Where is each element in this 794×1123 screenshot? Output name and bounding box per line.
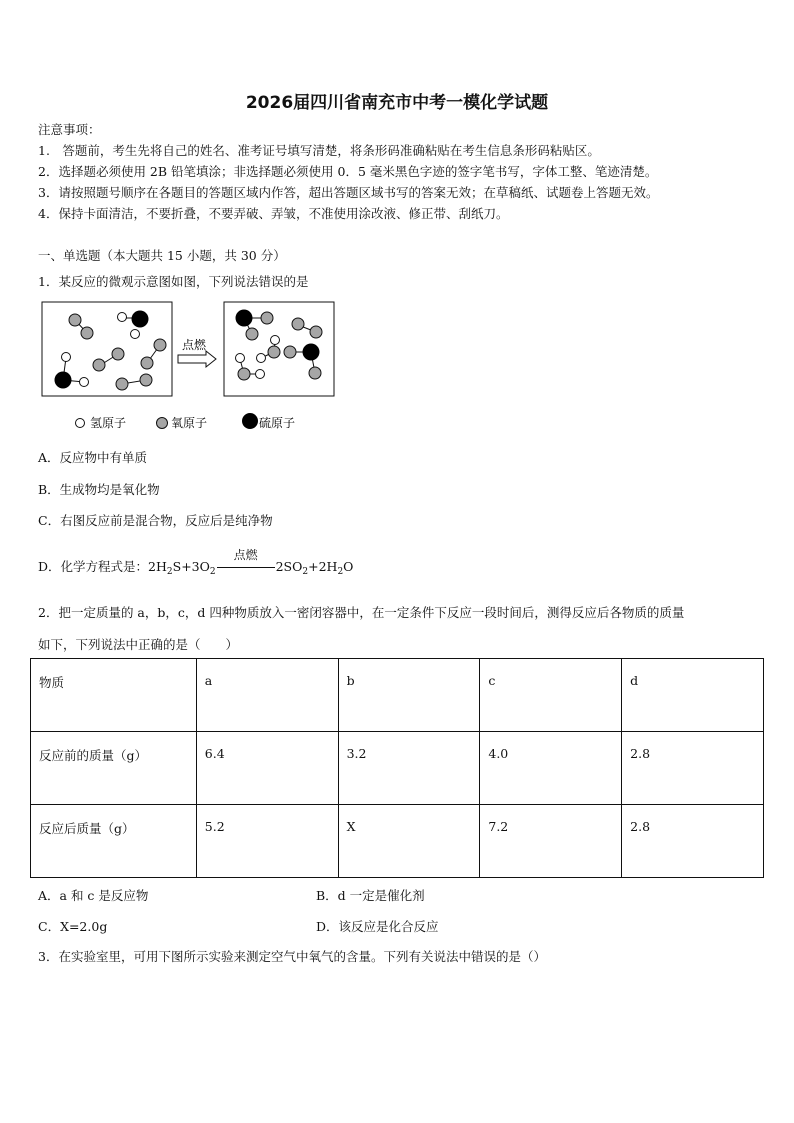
q1-option-d-prefix: D．化学方程式是： bbox=[38, 559, 149, 574]
table-cell: b bbox=[338, 659, 480, 732]
note-item: 3．请按照题号顺序在各题目的答题区域内作答，超出答题区域书写的答案无效；在草稿纸、试题卷上答题无效。 bbox=[38, 185, 659, 200]
question-2-stem: 2．把一定质量的 a，b，c，d 四种物质放入一密闭容器中，在一定条件下反应一段时间后，测得反应后各物质的质量 bbox=[38, 605, 685, 620]
hydrogen-atom bbox=[131, 330, 140, 339]
hydrogen-atom bbox=[271, 336, 280, 345]
table-cell: c bbox=[480, 659, 622, 732]
equation-condition: 点燃 bbox=[233, 548, 258, 562]
table-row bbox=[31, 732, 764, 805]
oxygen-atom bbox=[284, 346, 296, 358]
sulfur-atom bbox=[236, 310, 253, 327]
question-2-stem-cont: 如下，下列说法中正确的是（ ） bbox=[38, 637, 239, 652]
arrow-label: 点燃 bbox=[181, 338, 207, 352]
q1-option-d bbox=[38, 548, 354, 577]
table-cell: 5.2 bbox=[196, 805, 338, 878]
question-3-stem: 3．在实验室里，可用下图所示实验来测定空气中氧气的含量。下列有关说法中错误的是（） bbox=[38, 949, 546, 964]
hydrogen-atom bbox=[256, 370, 265, 379]
legend-oxygen-label: 氧原子 bbox=[171, 416, 208, 430]
oxygen-atom bbox=[268, 346, 280, 358]
oxygen-atom bbox=[140, 374, 152, 386]
oxygen-atom bbox=[141, 357, 153, 369]
q2-option-c: C．X=2.0g bbox=[38, 919, 108, 934]
note-item: 1. 答题前，考生先将自己的姓名、准考证号填写清楚，将条形码准确粘贴在考生信息条形码粘贴区。 bbox=[38, 143, 600, 158]
section-heading: 一、单选题（本大题共 15 小题，共 30 分） bbox=[38, 248, 286, 263]
legend-oxygen-icon bbox=[157, 418, 168, 429]
oxygen-atom bbox=[154, 339, 166, 351]
page-title: 2026届四川省南充市中考一模化学试题 bbox=[245, 93, 549, 113]
oxygen-atom bbox=[309, 367, 321, 379]
table-cell: 7.2 bbox=[480, 805, 622, 878]
q1-option-c: C．右图反应前是混合物，反应后是纯净物 bbox=[38, 513, 273, 528]
table-cell: 反应前的质量（g） bbox=[31, 732, 197, 805]
table-cell: a bbox=[196, 659, 338, 732]
oxygen-atom bbox=[81, 327, 93, 339]
oxygen-atom bbox=[310, 326, 322, 338]
q1-option-b: B．生成物均是氧化物 bbox=[38, 482, 160, 497]
oxygen-atom bbox=[238, 368, 250, 380]
sulfur-atom bbox=[303, 344, 320, 361]
oxygen-atom bbox=[246, 328, 258, 340]
hydrogen-atom bbox=[236, 354, 245, 363]
q2-option-b: B．d 一定是催化剂 bbox=[316, 888, 425, 903]
notes-heading: 注意事项： bbox=[38, 122, 101, 137]
table-cell: d bbox=[622, 659, 764, 732]
sulfur-atom bbox=[132, 311, 149, 328]
reaction-diagram bbox=[38, 298, 338, 438]
legend-sulfur-icon bbox=[242, 413, 258, 429]
oxygen-atom bbox=[116, 378, 128, 390]
oxygen-atom bbox=[69, 314, 81, 326]
hydrogen-atom bbox=[257, 354, 266, 363]
note-item: 2．选择题必须使用 2B 铅笔填涂；非选择题必须使用 0．5 毫米黑色字迹的签字笔书写，字体工整、笔迹清楚。 bbox=[38, 164, 658, 179]
oxygen-atom bbox=[93, 359, 105, 371]
sulfur-atom bbox=[55, 372, 72, 389]
table-row bbox=[31, 805, 764, 878]
note-item: 4．保持卡面清洁，不要折叠，不要弄破、弄皱，不准使用涂改液、修正带、刮纸刀。 bbox=[38, 206, 509, 221]
oxygen-atom bbox=[292, 318, 304, 330]
table-cell: 6.4 bbox=[196, 732, 338, 805]
table-cell: 2.8 bbox=[622, 732, 764, 805]
legend-hydrogen-icon bbox=[76, 419, 85, 428]
table-header-row bbox=[31, 659, 764, 732]
table-cell: 2.8 bbox=[622, 805, 764, 878]
table-cell: 3.2 bbox=[338, 732, 480, 805]
chemical-equation: $2H_2S+3O_2$ 点燃 $2SO_2+2H_2O$ bbox=[148, 548, 354, 577]
legend-hydrogen-label: 氢原子 bbox=[90, 416, 127, 430]
oxygen-atom bbox=[261, 312, 273, 324]
q2-option-a: A．a 和 c 是反应物 bbox=[38, 888, 149, 903]
reaction-arrow-icon bbox=[178, 351, 216, 367]
hydrogen-atom bbox=[80, 378, 89, 387]
question-1-stem: 1．某反应的微观示意图如图，下列说法错误的是 bbox=[38, 274, 309, 289]
q1-option-a: A．反应物中有单质 bbox=[38, 450, 148, 465]
table-cell: 反应后质量（g） bbox=[31, 805, 197, 878]
table-cell: 物质 bbox=[31, 659, 197, 732]
table-cell: X bbox=[338, 805, 480, 878]
oxygen-atom bbox=[112, 348, 124, 360]
hydrogen-atom bbox=[62, 353, 71, 362]
mass-table bbox=[30, 658, 764, 878]
legend-sulfur-label: 硫原子 bbox=[259, 416, 296, 430]
hydrogen-atom bbox=[118, 313, 127, 322]
q2-option-d: D．该反应是化合反应 bbox=[316, 919, 439, 934]
table-cell: 4.0 bbox=[480, 732, 622, 805]
